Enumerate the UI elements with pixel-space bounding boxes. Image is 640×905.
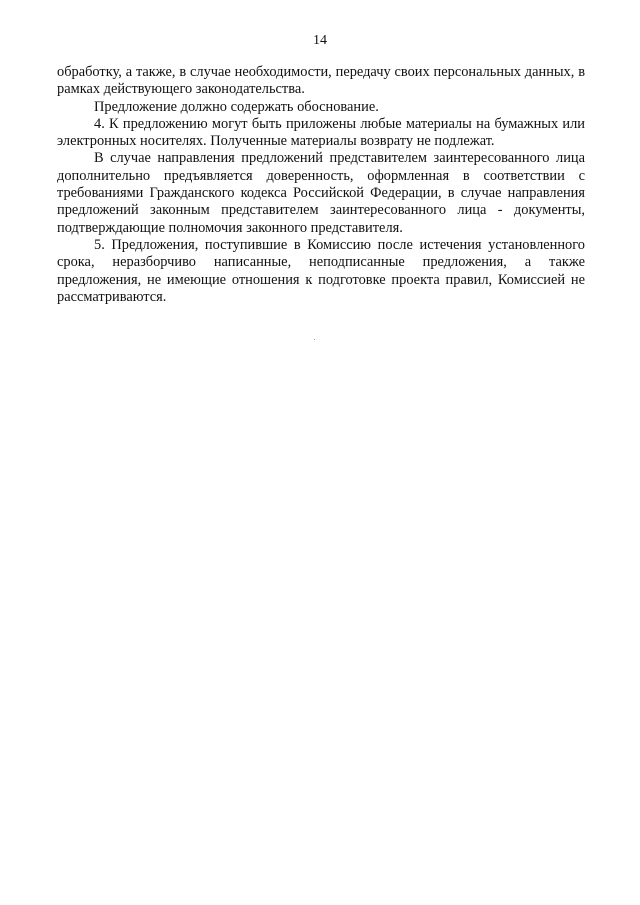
paragraph-representative: В случае направления предложений представителем заинтересованного лица дополнительно предъявляется доверенность, оформленная в соответствии с требованиями Гражданского кодекса Российской Федерации, в случае направления предложений законным представителем заинтересованного лица - документы, подтверждающие полномочия законного представителя.: [57, 150, 585, 236]
page-number: 14: [313, 33, 327, 48]
paragraph-justification: Предложение должно содержать обоснование.: [94, 98, 379, 115]
scan-speck: [314, 339, 315, 340]
paragraph-personal-data: обработку, а также, в случае необходимости, передачу своих персональных данных, в рамках действующего законодательства.: [57, 64, 585, 98]
paragraph-item-4: 4. К предложению могут быть приложены любые материалы на бумажных или электронных носителях. Полученные материалы возврату не подлежат.: [57, 115, 585, 150]
paragraph-item-5: 5. Предложения, поступившие в Комиссию после истечения установленного срока, неразборчиво написанные, неподписанные предложения, а также предложения, не имеющие отношения к подготовке проекта правил, Комиссией не рассматриваются.: [57, 236, 585, 305]
document-body: [57, 64, 585, 306]
